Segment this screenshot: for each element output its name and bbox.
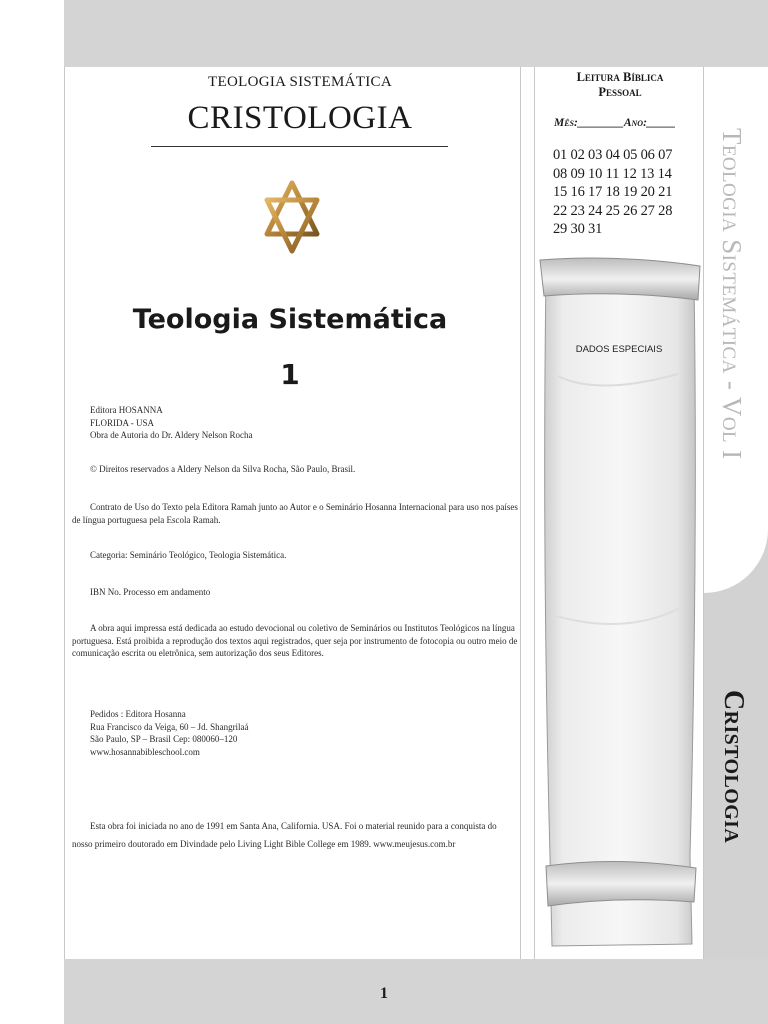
reading-heading-line: Pessoal — [598, 85, 642, 99]
frame-border-right — [703, 67, 704, 959]
publisher-line: FLORIDA - USA — [90, 417, 155, 428]
volume-number: 1 — [280, 358, 300, 391]
frame-border-left — [64, 67, 65, 959]
page-number: 1 — [380, 985, 388, 1002]
orders-line: São Paulo, SP – Brasil Cep: 080060–120 — [90, 734, 238, 744]
day-row: 29 30 31 — [553, 221, 603, 237]
spine-lower-title — [706, 690, 764, 880]
publisher-line: Editora HOSANNA — [90, 405, 163, 415]
day-row: 15 16 17 18 19 20 21 — [553, 184, 673, 200]
top-band — [64, 0, 768, 67]
spine-upper-text: Teologia Sistemática - Vol I — [717, 128, 747, 460]
orders-line: Rua Francisco da Veiga, 60 – Jd. Shangrilaá — [90, 721, 249, 732]
orders-link[interactable]: www.hosannabibleschool.com — [90, 746, 200, 757]
day-row: 01 02 03 04 05 06 07 — [553, 147, 673, 163]
special-data-label: DADOS ESPECIAIS — [575, 344, 663, 355]
series-title: TEOLOGIA SISTEMÁTICA — [208, 74, 392, 90]
ibn-text: IBN No. Processo em andamento — [90, 587, 211, 597]
orders-block — [90, 708, 515, 758]
reading-heading-line: Leitura Bíblica — [576, 70, 664, 84]
contract-text: Contrato de Uso do Texto pela Editora Ramah junto ao Autor e o Seminário Hosanna Internacional para uso nos países de língua portuguesa pela Escola Ramah. — [72, 502, 518, 525]
spine-lower-text: Cristologia — [718, 690, 749, 844]
day-row: 22 23 24 25 26 27 28 — [553, 202, 673, 219]
publisher-line: Obra de Autoria do Dr. Aldery Nelson Rocha — [90, 430, 253, 440]
orders-line: Pedidos : Editora Hosanna — [90, 709, 186, 719]
day-grid — [553, 146, 693, 239]
history-text: Esta obra foi iniciada no ano de 1991 em Santa Ana, California. USA. Foi o material reunido para a conquista do nosso primeiro doutorado em Divindade pelo Living Light Bible College em 1989. www.meujesus.com.br — [72, 821, 497, 849]
category-text: Categoria: Seminário Teológico, Teologia Sistemática. — [90, 550, 287, 560]
bottom-band — [64, 959, 768, 1024]
star-of-david-icon — [262, 180, 322, 254]
publisher-block — [90, 404, 515, 442]
month-year-field: Mês:________Ano:_____ — [554, 117, 676, 129]
parchment-scroll-image — [538, 256, 702, 956]
spine-upper-title — [706, 128, 764, 478]
column-divider-2 — [534, 67, 535, 959]
title-rule — [151, 146, 448, 147]
reading-heading — [540, 70, 700, 100]
copyright-text: © Direitos reservados a Aldery Nelson da Silva Rocha, São Paulo, Brasil. — [90, 464, 356, 474]
left-margin — [0, 0, 64, 1024]
dedication-text: A obra aqui impressa está dedicada ao estudo devocional ou coletivo de Seminários ou Institutos Teológicos na língua portuguesa. Está proibida a reprodução dos textos aqui registrados, quer seja por instrumento de fotocopia ou outro meio de comunicação escrita ou eletrônica, sem autorização dos seus Editores. — [72, 623, 518, 658]
main-title: Teologia Sistemática — [132, 304, 448, 335]
book-title: CRISTOLOGIA — [187, 100, 413, 136]
day-row: 08 09 10 11 12 13 14 — [553, 165, 672, 182]
column-divider-1 — [520, 67, 521, 959]
